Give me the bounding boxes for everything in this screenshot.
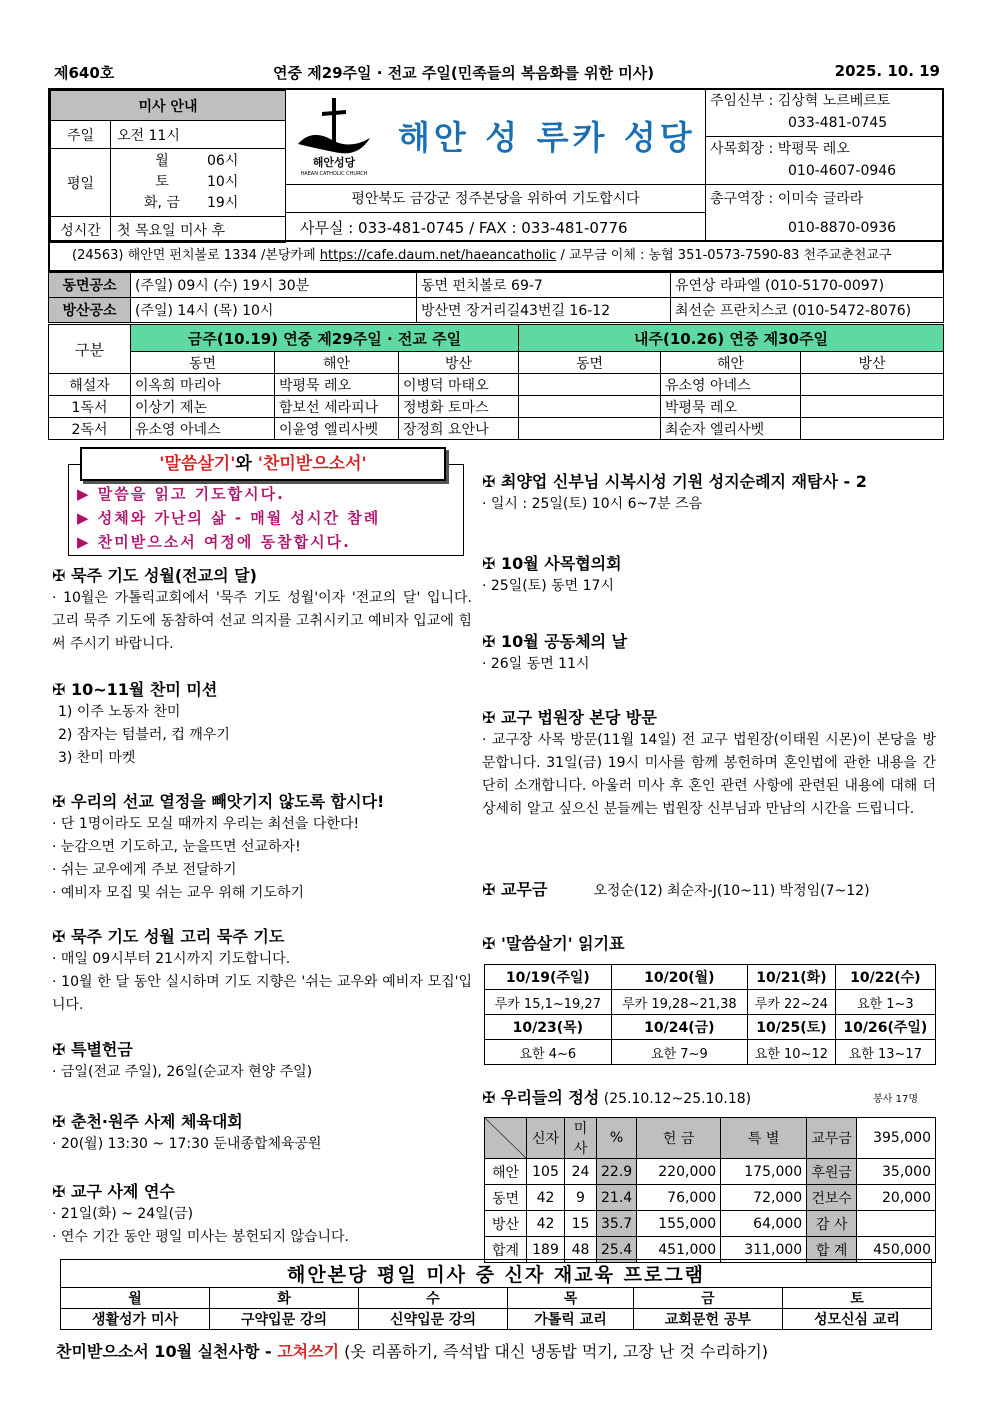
program-title: 해안본당 평일 미사 중 신자 재교육 프로그램 [61, 1260, 932, 1288]
staff-list [706, 90, 944, 242]
weekday-row: 화, 금 19시 [144, 195, 239, 211]
program-table [60, 1259, 932, 1330]
section-training: ✠ 교구 사제 연수 · 21일(화) ~ 24일(금) · 연수 기간 동안 평일 미사는 봉헌되지 않습니다. [52, 1180, 472, 1249]
section-sports: ✠ 춘천·원주 사제 체육대회 · 20(월) 13:30 ~ 17:30 둔내종합체육공원 [52, 1110, 472, 1156]
table-row: 요한 4~6 요한 7~9 요한 10~12 요한 13~17 [485, 1040, 936, 1065]
sunday-time: 오전 11시 [111, 121, 286, 149]
table-row: 방산공소 (주일) 14시 (목) 10시 방산면 장거리길43번길 16-12 최선순 프란치스코 (010-5472-8076) [49, 298, 944, 323]
mission-station-table [48, 272, 944, 323]
weekday-row: 월 06시 [155, 153, 239, 169]
holy-hour-time: 첫 목요일 미사 후 [111, 217, 286, 243]
section-special: ✠ 특별헌금 · 금일(전교 주일), 26일(순교자 현양 주일) [52, 1038, 472, 1084]
banner-title: '말씀살기'와 '찬미받으소서' [80, 447, 446, 481]
section-council: ✠ 10월 사목협의회 · 25일(토) 동면 17시 [482, 552, 936, 598]
staff-council: 사목회장 : 박평묵 레오 [706, 136, 944, 160]
staff-council-phone: 010-4607-0946 [788, 163, 897, 179]
banner-line: ▶ 찬미받으소서 여정에 동참합시다. [77, 533, 351, 551]
section-community: ✠ 10월 공동체의 날 · 26일 동면 11시 [482, 630, 936, 676]
mass-schedule-table [50, 90, 286, 243]
table-row: 10/23(목) 10/24(금) 10/25(토) 10/26(주일) [485, 1015, 936, 1040]
this-week-title: 금주(10.19) 연중 제29주일 · 전교 주일 [131, 325, 519, 352]
section-mission: ✠ 10~11월 찬미 미션 1) 이주 노동자 찬미 2) 잠자는 텀블러, 컵 깨우기 3) 찬미 마켓 [52, 678, 472, 770]
section-offering-title: ✠ 우리들의 정성 (25.10.12~25.10.18) 봉사 17명 [482, 1086, 936, 1111]
table-row: 동면공소 (주일) 09시 (수) 19시 30분 동면 펀치볼로 69-7 유연상 라파엘 (010-5170-0097) [49, 273, 944, 298]
issue-number: 제640호 [54, 64, 115, 82]
table-row: 동면 42 9 21.4 76,000 72,000 건보수 20,000 [485, 1185, 936, 1211]
table-row: 해설자 이옥희 마리아 박평묵 레오 이병덕 마태오 유소영 아네스 [49, 374, 944, 396]
section-pilgrim: ✠ 최양업 신부님 시복시성 기원 성지순례지 재탐사 - 2 · 일시 : 25일(토) 10시 6~7분 즈음 [482, 470, 936, 516]
next-week-title: 내주(10.26) 연중 제30주일 [519, 325, 944, 352]
footer-practice: 찬미받으소서 10월 실천사항 - 고쳐쓰기 (옷 리폼하기, 즉석밥 대신 냉동밥 먹기, 고장 난 것 수리하기) [56, 1342, 769, 1361]
header-subtitle: 연중 제29주일 · 전교 주일(민족들의 복음화를 위한 미사) [273, 64, 655, 82]
readers-table: 구분 금주(10.19) 연중 제29주일 · 전교 주일 내주(10.26) 연중 제30주일 동면 해안 방산 동면 해안 방산 해설자 이옥희 마리아 박평묵 레오 이병덕 마태오 유소영 아네스 1독서 이상기 제논 함보선 세라피나 정병화 토마스 박평묵 레오 2독서 유소영 아네스 이윤영 엘리사벳 장정희 요안나 최순자 엘리사벳 [48, 324, 944, 440]
address-line: (24563) 해안면 펀치볼로 1334 /본당카페 https://cafe.daum.net/haeancatholic / 교무금 이체 : 농협 351-0573-7590-83 천주교춘천교구 [48, 242, 944, 272]
staff-pastor-phone: 033-481-0745 [788, 115, 888, 131]
office-contact: 사무실 : 033-481-0745 / FAX : 033-481-0776 [286, 212, 706, 242]
section-dues: ✠ 교무금 오정순(12) 최순자-J(10~11) 박정임(7~12) [482, 878, 936, 903]
table-row: 방산 42 15 35.7 155,000 64,000 감 사 [485, 1211, 936, 1237]
staff-district-phone: 010-8870-0936 [788, 220, 897, 236]
table-row: 생활성가 미사 구약입문 강의 신약입문 강의 가톨릭 교리 교회문헌 공부 성모신심 교리 [61, 1309, 932, 1330]
weekday-label: 평일 [51, 149, 111, 217]
banner-line: ▶ 성체와 가난의 삶 - 매월 성시간 참례 [77, 509, 381, 527]
svg-text:HAEAN CATHOLIC CHURCH: HAEAN CATHOLIC CHURCH [300, 171, 368, 177]
top-header [48, 62, 944, 84]
staff-district: 총구역장 : 이미숙 글라라 [706, 184, 944, 212]
issue-date: 2025. 10. 19 [834, 62, 940, 80]
reading-plan-table [484, 964, 936, 1065]
table-row: 2독서 유소영 아네스 이윤영 엘리사벳 장정희 요안나 최순자 엘리사벳 [49, 418, 944, 440]
weekday-row: 토 10시 [155, 174, 239, 190]
table-row: 1독서 이상기 제논 함보선 세라피나 정병화 토마스 박평묵 레오 [49, 396, 944, 418]
svg-text:해안성당: 해안성당 [312, 156, 356, 169]
church-logo-icon [292, 94, 376, 178]
mass-title: 미사 안내 [51, 91, 286, 121]
holy-hour-label: 성시간 [51, 217, 111, 243]
church-logo-area [286, 90, 706, 184]
offering-table: 신자 미사 % 헌 금 특 별 교무금 395,000 해안 105 24 22.9 220,000 175,000 후원금 35,000 동면 42 9 21.4 76,000 72,000 건보수 20,000 방산 42 15 35.7 155,000 64,000 감 사 합계 189 48 25.4 451,000 311,000 합 계 450,000 [484, 1117, 936, 1263]
staff-pastor: 주임신부 : 김상혁 노르베르토 [710, 93, 891, 109]
prayer-intention: 평안북도 금강군 정주본당을 위하여 기도합시다 [286, 184, 706, 212]
cafe-link[interactable]: https://cafe.daum.net/haeancatholic [319, 248, 557, 263]
table-row: 합계 189 48 25.4 451,000 311,000 합 계 450,000 [485, 1237, 936, 1263]
table-row: 10/19(주일) 10/20(월) 10/21(화) 10/22(수) [485, 965, 936, 990]
section-ring: ✠ 묵주 기도 성월 고리 묵주 기도 · 매일 09시부터 21시까지 기도합니다. · 10월 한 달 동안 실시하며 기도 지향은 '쉬는 교우와 예비자 모집'입니다. [52, 925, 472, 1017]
info-box [48, 88, 944, 242]
section-zeal: ✠ 우리의 선교 열정을 빼앗기지 않도록 합시다! · 단 1명이라도 모실 때까지 우리는 최선을 다한다! · 눈감으면 기도하고, 눈을뜨면 선교하자! · 쉬는 교우에게 주보 전달하기 · 예비자 모집 및 쉬는 교우 위해 기도하기 [52, 790, 472, 905]
section-reading-title: ✠ '말씀살기' 읽기표 [482, 932, 936, 955]
readers-col-label: 구분 [49, 325, 131, 374]
church-name: 해안 성 루카 성당 [398, 118, 696, 157]
section-rosary: ✠ 묵주 기도 성월(전교의 달) · 10월은 가톨릭교회에서 '묵주 기도 성월'이자 '전교의 달' 입니다. 고리 묵주 기도에 동참하여 선교 의지를 고취시키고 예비자 입교에 힘써 주시기 바랍니다. [52, 564, 472, 656]
table-row: 루카 15,1~19,27 루카 19,28~21,38 루카 22~24 요한 1~3 [485, 990, 936, 1015]
table-row: 월 화 수 목 금 토 [61, 1288, 932, 1309]
sunday-label: 주일 [51, 121, 111, 149]
banner-line: ▶ 말씀을 읽고 기도합시다. [77, 485, 285, 503]
section-judge: ✠ 교구 법원장 본당 방문 · 교구장 사목 방문(11월 14일) 전 교구 법원장(이태원 시몬)이 본당을 방문합니다. 31일(금) 19시 미사를 함께 봉헌하며 혼인법에 관한 내용을 간단히 소개합니다. 아울러 미사 후 혼인 관련 사항에 관련된 내용에 대해 더 상세히 알고 싶으신 분들께는 법원장 신부님과 만남의 시간을 드립니다. [482, 706, 936, 821]
table-row: 해안 105 24 22.9 220,000 175,000 후원금 35,000 [485, 1159, 936, 1185]
